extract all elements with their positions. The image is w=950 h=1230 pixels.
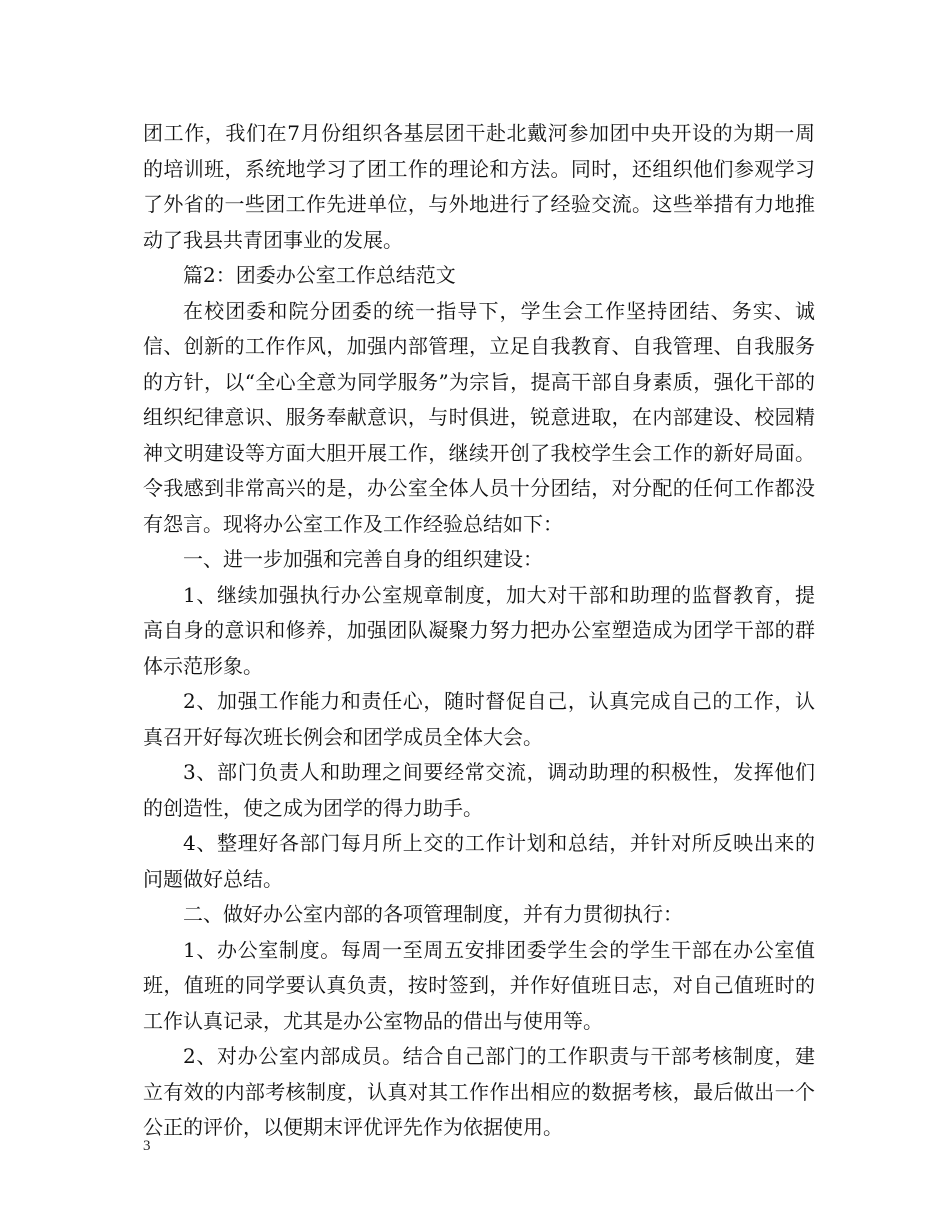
list-item-2-1: 1、办公室制度。每周一至周五安排团委学生会的学生干部在办公室值班，值班的同学要认真负责，按时签到，并作好值班日志，对自己值班时的工作认真记录，尤其是办公室物品的借出与使用等。 — [143, 937, 815, 1033]
list-item-1-3: 3、部门负责人和助理之间要经常交流，调动助理的积极性，发挥他们的创造性，使之成为团学的得力助手。 — [143, 760, 815, 820]
section-heading-2: 二、做好办公室内部的各项管理制度，并有力贯彻执行： — [183, 902, 683, 926]
list-item-1-2: 2、加强工作能力和责任心，随时督促自己，认真完成自己的工作，认真召开好每次班长例会和团学成员全体大会。 — [143, 689, 815, 749]
section-heading-1: 一、进一步加强和完善自身的组织建设： — [183, 547, 543, 571]
page-number: 3 — [143, 1138, 151, 1154]
list-item-1-4: 4、整理好各部门每月所上交的工作计划和总结，并针对所反映出来的问题做好总结。 — [143, 831, 815, 891]
document-body — [143, 116, 815, 1146]
paragraph-intro: 在校团委和院分团委的统一指导下，学生会工作坚持团结、务实、诚信、创新的工作作风，加强内部管理，立足自我教育、自我管理、自我服务的方针，以“全心全意为同学服务”为宗旨，提高干部自身素质，强化干部的组织纪律意识、服务奉献意识，与时俱进，锐意进取，在内部建设、校园精神文明建设等方面大胆开展工作，继续开创了我校学生会工作的新好局面。令我感到非常高兴的是，办公室全体人员十分团结，对分配的任何工作都没有怨言。现将办公室工作及工作经验总结如下： — [143, 298, 815, 536]
paragraph-continuation: 团工作，我们在7月份组织各基层团干赴北戴河参加团中央开设的为期一周的培训班，系统地学习了团工作的理论和方法。同时，还组织他们参观学习了外省的一些团工作先进单位，与外地进行了经验交流。这些举措有力地推动了我县共青团事业的发展。 — [143, 121, 815, 252]
list-item-2-2: 2、对办公室内部成员。结合自己部门的工作职责与干部考核制度，建立有效的内部考核制度，认真对其工作作出相应的数据考核，最后做出一个公正的评价，以便期末评优评先作为依据使用。 — [143, 1044, 815, 1139]
section-heading-article-2: 篇2：团委办公室工作总结范文 — [183, 263, 456, 287]
list-item-1-1: 1、继续加强执行办公室规章制度，加大对干部和助理的监督教育，提高自身的意识和修养，加强团队凝聚力努力把办公室塑造成为团学干部的群体示范形象。 — [143, 582, 815, 678]
